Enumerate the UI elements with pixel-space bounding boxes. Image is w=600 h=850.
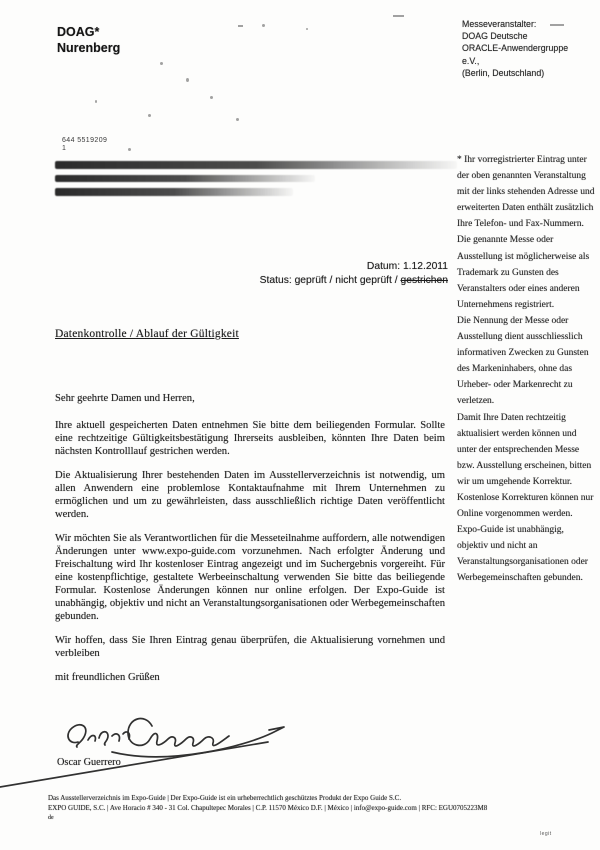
signature-icon bbox=[0, 700, 320, 800]
subject-line: Datenkontrolle / Ablauf der Gültigkeit bbox=[55, 328, 239, 340]
margin-note: Expo-Guide ist unabhängig, objektiv und nicht an Veranstaltungsorganisationen oder Werbegemeinschaften gebunden. bbox=[457, 525, 588, 584]
margin-notes bbox=[457, 152, 595, 587]
greeting: Sehr geehrte Damen und Herren, bbox=[55, 393, 195, 404]
scan-artifact bbox=[210, 96, 213, 99]
date-line: Datum: 1.12.2011 bbox=[366, 261, 448, 272]
reference-sub: 1 bbox=[62, 145, 67, 152]
signature-area bbox=[0, 700, 320, 800]
footer-line: de bbox=[48, 815, 54, 821]
footer-line: Das Ausstellerverzeichnis im Expo-Guide | Der Expo-Guide ist ein urheberrechtlich geschütztes Produkt der Expo Guide S.C. bbox=[48, 794, 402, 802]
corner-scan-mark: legit bbox=[540, 831, 552, 837]
scan-artifact bbox=[128, 148, 131, 151]
organizer-line: DOAG Deutsche bbox=[462, 31, 528, 42]
margin-note: Damit Ihre Daten rechtzeitig aktualisiert werden können und unter der entsprechenden Messe bzw. Ausstellung erscheinen, bitten wir um umgehende Korrektur. bbox=[457, 412, 592, 487]
reference-number-block bbox=[62, 137, 107, 153]
letter-body bbox=[55, 392, 445, 695]
date-status-block bbox=[260, 260, 448, 287]
reference-number: 644 5519209 bbox=[62, 137, 108, 144]
redacted-address-line-1 bbox=[55, 161, 457, 169]
closing-line: mit freundlichen Grüßen bbox=[55, 672, 160, 683]
organizer-line: e.V., bbox=[462, 55, 480, 66]
paragraph: Wir hoffen, dass Sie Ihren Eintrag genau überprüfen, die Aktualisierung vornehmen und verbleiben bbox=[55, 635, 445, 659]
scan-artifact bbox=[306, 28, 308, 30]
paragraph: Wir möchten Sie als Verantwortlichen für die Messeteilnahme auffordern, alle notwendigen Änderungen unter www.expo-guide.com vorzunehmen. Nach erfolgter Änderung und Freischaltung wird Ihr kostenloser Eintrag angezeigt und im Suchergebnis vorgereiht. Für eine kostenpflichtige, gestaltete Werbeeinschaltung verwenden Sie bitte das beiliegende Formular. Kostenlose Änderungen können nur online erfolgen. Der Expo-Guide ist unabhängig, objektiv und nicht an Veranstaltungsorganisationen oder Werbegemeinschaften gebunden. bbox=[55, 533, 445, 622]
scan-artifact bbox=[236, 118, 239, 121]
footer-line: EXPO GUIDE, S.C. | Ave Horacio # 340 - 31 Col. Chapultepec Morales | C.P. 11570 México D.F. | México | info@expo-guide.com | RFC: EGU0705223M8 bbox=[48, 803, 488, 812]
scan-artifact bbox=[186, 78, 189, 82]
scan-artifact bbox=[95, 100, 97, 103]
scan-artifact bbox=[393, 15, 404, 17]
footer-block bbox=[48, 794, 578, 824]
scan-artifact bbox=[550, 24, 564, 26]
recipient-city: Nurenberg bbox=[57, 41, 121, 55]
scan-artifact bbox=[238, 25, 243, 27]
scan-artifact bbox=[262, 24, 265, 27]
status-line bbox=[260, 274, 448, 288]
paragraph: Die Aktualisierung Ihrer bestehenden Daten im Ausstellerverzeichnis ist notwendig, um allen Anwendern eine problemlose Kontaktaufnahme mit Ihrem Unternehmen zu ermöglichen und um zu gewährleisten, dass ausschließlich richtige Daten veröffentlicht werden. bbox=[55, 470, 445, 520]
scan-artifact bbox=[160, 62, 163, 65]
margin-note: Die Nennung der Messe oder Ausstellung dient ausschliesslich informativen Zwecken zu Gunsten des Markeninhabers, ohne das Urheber- oder Markenrecht zu verletzen. bbox=[457, 315, 589, 407]
scan-artifact bbox=[148, 114, 151, 117]
paragraph: Ihre aktuell gespeicherten Daten entnehmen Sie bitte dem beiliegenden Formular. Sollte eine rechtzeitige Gültigkeitsbestätigung Ihrerseits ausbleiben, könnten Ihre Daten beim nächsten Kontrolllauf gestrichen werden. bbox=[55, 420, 445, 457]
status-struck-option: gestrichen bbox=[400, 274, 448, 286]
signer-typed-name: Oscar Guerrero bbox=[57, 757, 121, 768]
margin-note: * Ihr vorregistrierter Eintrag unter der oben genannten Veranstaltung mit der links stehenden Adresse und erweiterten Daten enthält zusätzlich Ihre Telefon- und Fax-Nummern. bbox=[457, 155, 595, 230]
redacted-address-line-3 bbox=[55, 188, 293, 196]
status-prefix: Status: geprüft / nicht geprüft / bbox=[259, 274, 401, 286]
redacted-address-line-2 bbox=[55, 175, 315, 182]
recipient-name: DOAG* bbox=[57, 25, 100, 39]
margin-note: Kostenlose Korrekturen können nur Online vorgenommen werden. bbox=[457, 492, 594, 520]
organizer-block bbox=[462, 18, 568, 79]
recipient-block bbox=[57, 24, 120, 56]
organizer-line: (Berlin, Deutschland) bbox=[462, 67, 545, 78]
organizer-label: Messeveranstalter: bbox=[462, 19, 537, 29]
organizer-line: ORACLE-Anwendergruppe bbox=[462, 43, 569, 54]
margin-note: Die genannte Messe oder Ausstellung ist möglicherweise als Trademark zu Gunsten des Veranstalters oder eines anderen Unternehmens registriert. bbox=[457, 235, 590, 310]
